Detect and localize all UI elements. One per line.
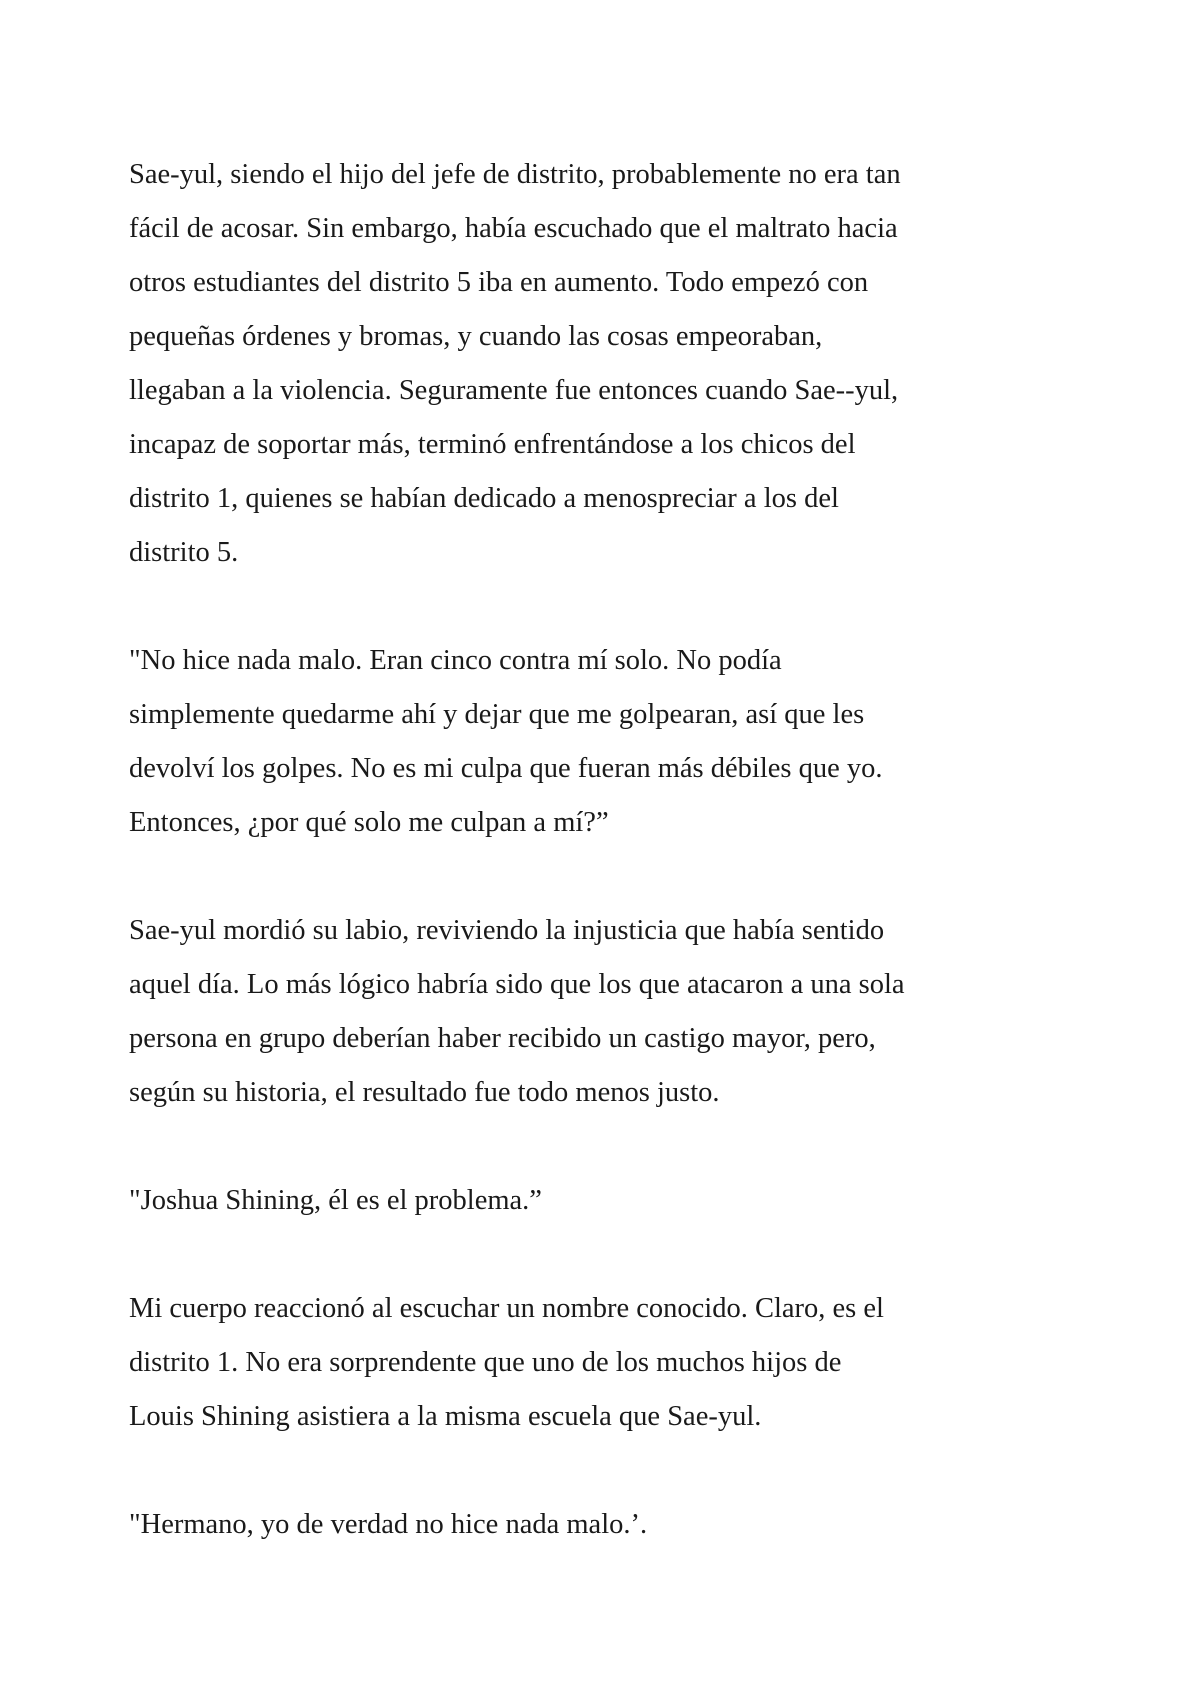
text-line: incapaz de soportar más, terminó enfrentándose a los chicos del bbox=[129, 429, 856, 460]
text-line: otros estudiantes del distrito 5 iba en aumento. Todo empezó con bbox=[129, 267, 869, 298]
document-page bbox=[129, 148, 1089, 1606]
text-line: distrito 1, quienes se habían dedicado a menospreciar a los del bbox=[129, 483, 839, 514]
text-line: "Joshua Shining, él es el problema.” bbox=[129, 1185, 542, 1216]
paragraph-dialogue-3 bbox=[129, 1498, 1089, 1552]
paragraph-dialogue-2 bbox=[129, 1174, 1089, 1228]
text-line: según su historia, el resultado fue todo menos justo. bbox=[129, 1077, 720, 1108]
text-line: devolví los golpes. No es mi culpa que fueran más débiles que yo. bbox=[129, 753, 883, 784]
text-line: Louis Shining asistiera a la misma escuela que Sae-yul. bbox=[129, 1401, 762, 1432]
text-line: distrito 1. No era sorprendente que uno de los muchos hijos de bbox=[129, 1347, 842, 1378]
text-line: persona en grupo deberían haber recibido un castigo mayor, pero, bbox=[129, 1023, 876, 1054]
paragraph-narration-2 bbox=[129, 904, 1089, 1120]
text-line: Entonces, ¿por qué solo me culpan a mí?” bbox=[129, 807, 609, 838]
text-line: Mi cuerpo reaccionó al escuchar un nombre conocido. Claro, es el bbox=[129, 1293, 884, 1324]
paragraph-dialogue-1 bbox=[129, 634, 1089, 850]
text-line: distrito 5. bbox=[129, 537, 239, 568]
text-line: simplemente quedarme ahí y dejar que me golpearan, así que les bbox=[129, 699, 865, 730]
text-line: pequeñas órdenes y bromas, y cuando las cosas empeoraban, bbox=[129, 321, 823, 352]
text-line: "No hice nada malo. Eran cinco contra mí solo. No podía bbox=[129, 645, 782, 676]
paragraph-narration-3 bbox=[129, 1282, 1089, 1444]
text-line: Sae-yul mordió su labio, reviviendo la injusticia que había sentido bbox=[129, 915, 885, 946]
text-line: "Hermano, yo de verdad no hice nada malo.’. bbox=[129, 1509, 648, 1540]
text-line: Sae-yul, siendo el hijo del jefe de distrito, probablemente no era tan bbox=[129, 159, 901, 190]
text-line: llegaban a la violencia. Seguramente fue entonces cuando Sae--yul, bbox=[129, 375, 899, 406]
paragraph-narration-1 bbox=[129, 148, 1089, 580]
text-line: fácil de acosar. Sin embargo, había escuchado que el maltrato hacia bbox=[129, 213, 898, 244]
text-line: aquel día. Lo más lógico habría sido que los que atacaron a una sola bbox=[129, 969, 905, 1000]
